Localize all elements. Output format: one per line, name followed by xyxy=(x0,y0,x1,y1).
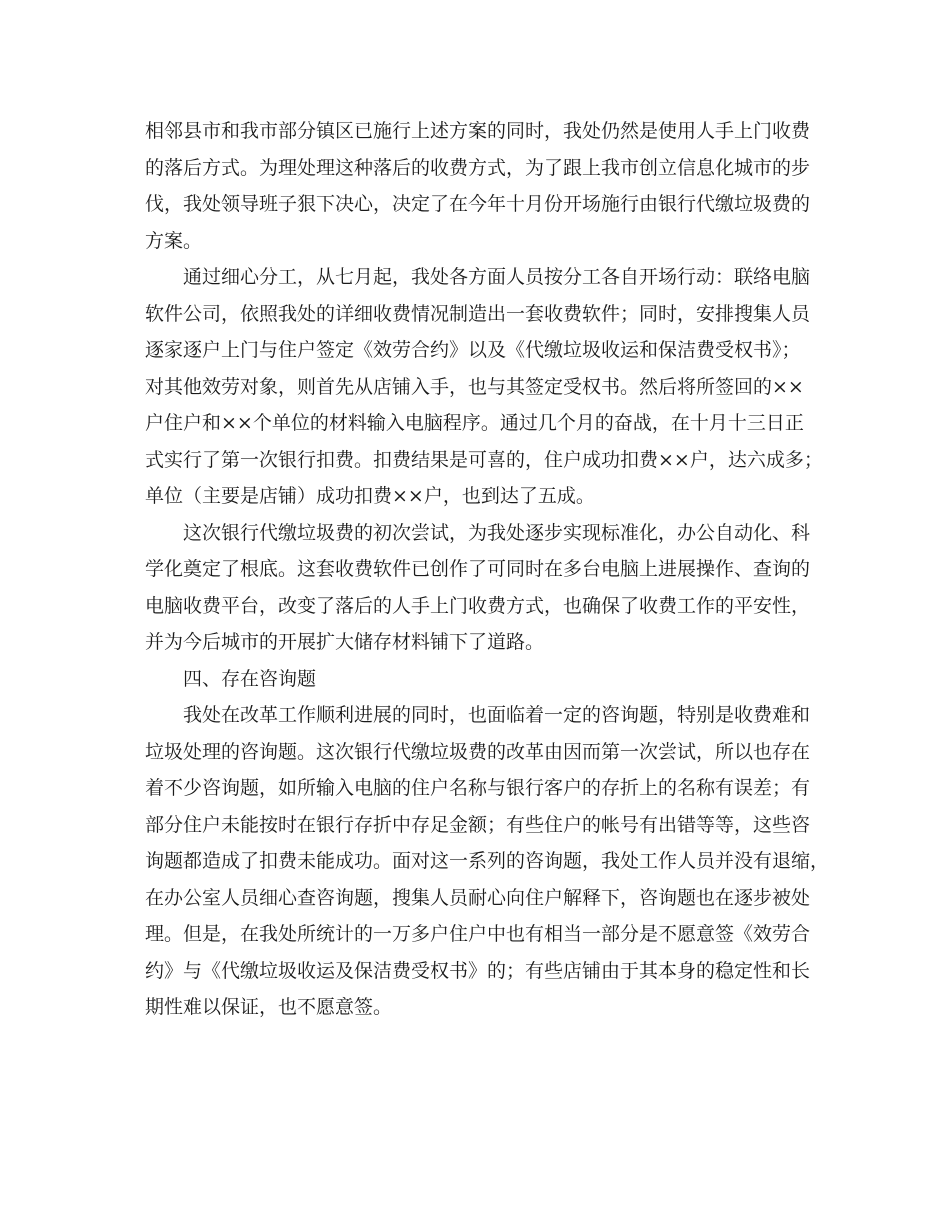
text-line: 期性难以保证，也不愿意签。 xyxy=(145,996,393,1018)
paragraph-3 xyxy=(145,515,810,661)
text-line: 方案。 xyxy=(145,229,203,252)
text-line: 对其他效劳对象，则首先从店铺入手，也与其签定受权书。然后将所签回的×× xyxy=(145,375,804,398)
text-line: 逐家逐户上门与住户签定《效劳合约》以及《代缴垃圾收运和保洁费受权书》； xyxy=(145,339,801,361)
heading-text: 四、存在咨询题 xyxy=(183,667,317,690)
text-line: 部分住户未能按时在银行存折中存足金额；有些住户的帐号有出错等等，这些咨 xyxy=(145,813,811,836)
text-line: 户住户和××个单位的材料输入电脑程序。通过几个月的奋战，在十月十三日正 xyxy=(145,412,804,434)
section-heading xyxy=(145,661,810,698)
text-line: 学化奠定了根底。这套收费软件已创作了可同时在多台电脑上进展操作、查询的 xyxy=(145,558,811,580)
text-line: 单位（主要是店铺）成功扣费××户，也到达了五成。 xyxy=(145,485,595,507)
text-line: 通过细心分工，从七月起，我处各方面人员按分工各自开场行动：联络电脑 xyxy=(183,266,811,288)
text-line: 这次银行代缴垃圾费的初次尝试，为我处逐步实现标准化，办公自动化、科 xyxy=(183,521,811,544)
text-line: 我处在改革工作顺利进展的同时，也面临着一定的咨询题，特别是收费难和 xyxy=(183,704,811,726)
text-line: 垃圾处理的咨询题。这次银行代缴垃圾费的改革由因而第一次尝试，所以也存在 xyxy=(145,740,811,763)
paragraph-5 xyxy=(145,697,830,1026)
text-line: 着不少咨询题，如所输入电脑的住户名称与银行客户的存折上的名称有误差；有 xyxy=(145,777,811,799)
paragraph-1 xyxy=(145,113,810,259)
text-line: 理。但是，在我处所统计的一万多户住户中也有相当一部分是不愿意签《效劳合 xyxy=(145,923,811,945)
text-line: 式实行了第一次银行扣费。扣费结果是可喜的，住户成功扣费××户，达六成多； xyxy=(145,448,823,471)
document-body xyxy=(145,113,830,1026)
text-line: 询题都造成了扣费未能成功。面对这一系列的咨询题，我处工作人员并没有退缩， xyxy=(145,850,830,872)
text-line: 在办公室人员细心查咨询题，搜集人员耐心向住户解释下，咨询题也在逐步被处 xyxy=(145,886,811,909)
paragraph-2 xyxy=(145,259,823,515)
text-line: 相邻县市和我市部分镇区已施行上述方案的同时，我处仍然是使用人手上门收费 xyxy=(145,120,811,142)
text-line: 电脑收费平台，改变了落后的人手上门收费方式，也确保了收费工作的平安性， xyxy=(145,594,811,617)
text-line: 的落后方式。为理处理这种落后的收费方式，为了跟上我市创立信息化城市的步 xyxy=(145,156,811,179)
text-line: 伐，我处领导班子狠下决心，决定了在今年十月份开场施行由银行代缴垃圾费的 xyxy=(145,193,811,215)
text-line: 并为今后城市的开展扩大储存材料铺下了道路。 xyxy=(145,631,545,653)
text-line: 软件公司，依照我处的详细收费情况制造出一套收费软件；同时，安排搜集人员 xyxy=(145,302,811,325)
text-line: 约》与《代缴垃圾收运及保洁费受权书》的；有些店铺由于其本身的稳定性和长 xyxy=(145,959,811,982)
